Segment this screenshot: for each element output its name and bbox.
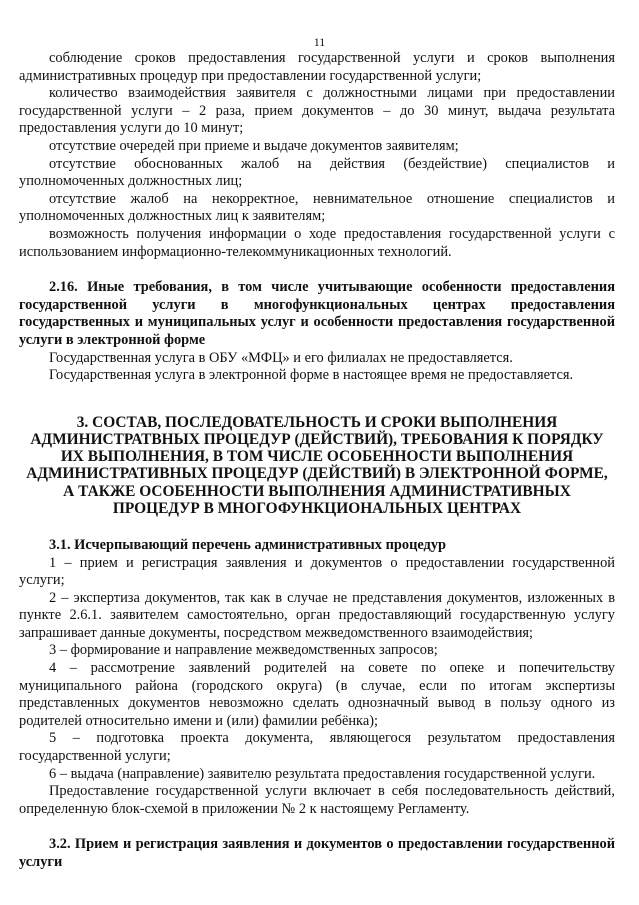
paragraph: количество взаимодействия заявителя с должностными лицами при предоставлении государственной услуги – 2 раза, прием документов – до 30 минут, выдача результата предоставления услуги до 10 минут;: [19, 85, 615, 137]
paragraph: Предоставление государственной услуги включает в себя последовательность действий, определенную блок-схемой в приложении № 2 к настоящему Регламенту.: [19, 783, 615, 817]
list-item: 2 – экспертиза документов, так как в случае не представления документов, изложенных в пункте 2.6.1. заявителем самостоятельно, орган предоставляющий государственную услугу запрашивает данные документы, посредством межведомственного взаимодействия;: [19, 589, 615, 641]
chapter-3-heading: 3. СОСТАВ, ПОСЛЕДОВАТЕЛЬНОСТЬ И СРОКИ ВЫПОЛНЕНИЯ АДМИНИСТРАТВНЫХ ПРОЦЕДУР (ДЕЙСТВИЙ), ТРЕБОВАНИЯ К ПОРЯДКУ ИХ ВЫПОЛНЕНИЯ, В ТОМ ЧИСЛЕ ОСОБЕННОСТИ ВЫПОЛНЕНИЯ АДМИНИСТРАТИВНЫХ ПРОЦЕДУР (ДЕЙСТВИЙ) В ЭЛЕКТРОННОЙ ФОРМЕ, А ТАКЖЕ ОСОБЕННОСТИ ВЫПОЛНЕНИЯ АДМИНИСТРАТИВНЫХ ПРОЦЕДУР В МНОГОФУНКЦИОНАЛЬНЫХ ЦЕНТРАХ: [26, 413, 608, 517]
list-item: 4 – рассмотрение заявлений родителей на совете по опеке и попечительству муниципального района (городского округа) (в случае, если по итогам экспертизы представленных документов невозможно сделать однозначный вывод в пользу одного из родителей относительно имени и (или) фамилии ребёнка);: [19, 660, 615, 729]
paragraph: возможность получения информации о ходе предоставления государственной услуги с использованием информационно-телекоммуникационных технологий.: [19, 225, 615, 260]
page-number: 11: [313, 35, 326, 49]
paragraph: соблюдение сроков предоставления государственной услуги и сроков выполнения административных процедур при предоставлении государственной услуги;: [19, 50, 615, 84]
paragraph: отсутствие очередей при приеме и выдаче документов заявителям;: [49, 137, 459, 154]
section-2-16-title: 2.16. Иные требования, в том числе учитывающие особенности предоставления государственной услуги в многофункциональных центрах предоставления государственных и муниципальных услуг и особенности предоставления государственной услуги в электронной форме: [19, 279, 615, 348]
paragraph: отсутствие обоснованных жалоб на действия (бездействие) специалистов и уполномоченных должностных лиц;: [19, 155, 615, 190]
paragraph: отсутствие жалоб на некорректное, невнимательное отношение специалистов и уполномоченных должностных лиц к заявителям;: [19, 190, 615, 225]
document-body: [19, 50, 615, 872]
section-3-2-title: 3.2. Прием и регистрация заявления и документов о предоставлении государственной услуги: [19, 836, 615, 870]
list-item: 3 – формирование и направление межведомственных запросов;: [49, 642, 438, 659]
list-item: 6 – выдача (направление) заявителю результата предоставления государственной услуги.: [49, 765, 596, 782]
paragraph: Государственная услуга в ОБУ «МФЦ» и его филиалах не предоставляется.: [49, 349, 513, 366]
section-3-1-title: 3.1. Исчерпывающий перечень административных процедур: [49, 536, 447, 553]
list-item: 1 – прием и регистрация заявления и документов о предоставлении государственной услуги;: [19, 554, 615, 589]
list-item: 5 – подготовка проекта документа, являющегося результатом предоставления государственной услуги;: [19, 730, 615, 765]
paragraph: Государственная услуга в электронной форме в настоящее время не предоставляется.: [49, 367, 574, 384]
